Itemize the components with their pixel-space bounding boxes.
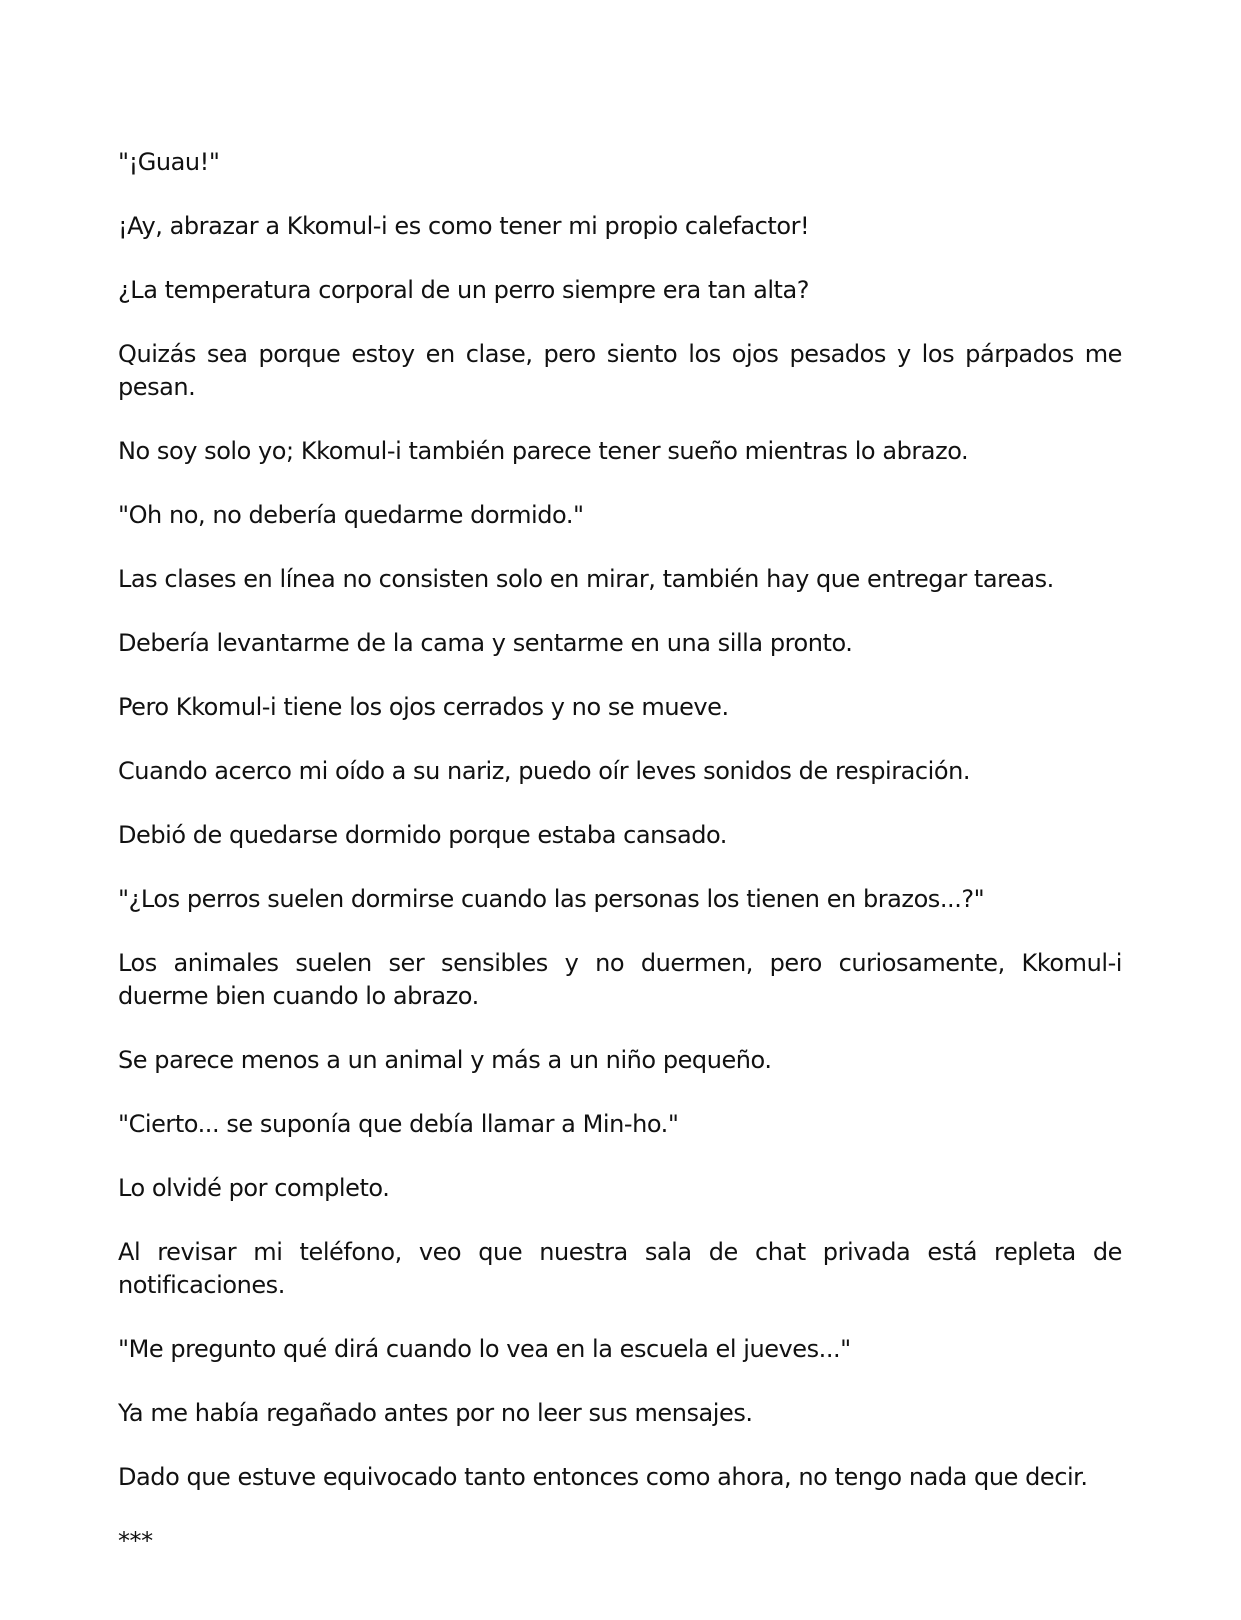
- dialogue-paragraph: "Me pregunto qué dirá cuando lo vea en la escuela el jueves...": [118, 1335, 851, 1363]
- text-paragraph: Las clases en línea no consisten solo en mirar, también hay que entregar tareas.: [118, 565, 1054, 593]
- text-paragraph: Lo olvidé por completo.: [118, 1174, 390, 1202]
- text-paragraph: Al revisar mi teléfono, veo que nuestra sala de chat privada está repleta de notificaciones.: [118, 1238, 1122, 1299]
- text-paragraph: Debió de quedarse dormido porque estaba cansado.: [118, 821, 727, 849]
- text-paragraph: ¡Ay, abrazar a Kkomul-i es como tener mi propio calefactor!: [118, 212, 810, 240]
- dialogue-paragraph: "Oh no, no debería quedarme dormido.": [118, 501, 584, 529]
- dialogue-paragraph: "¡Guau!": [118, 148, 220, 176]
- section-break: ***: [118, 1527, 153, 1555]
- text-paragraph: Debería levantarme de la cama y sentarme en una silla pronto.: [118, 629, 853, 657]
- dialogue-paragraph: "¿Los perros suelen dormirse cuando las personas los tienen en brazos...?": [118, 885, 985, 913]
- text-paragraph: Quizás sea porque estoy en clase, pero siento los ojos pesados y los párpados me pesan.: [118, 340, 1122, 401]
- text-paragraph: Cuando acerco mi oído a su nariz, puedo oír leves sonidos de respiración.: [118, 757, 971, 785]
- dialogue-paragraph: "Cierto... se suponía que debía llamar a Min-ho.": [118, 1110, 679, 1138]
- text-paragraph: Los animales suelen ser sensibles y no duermen, pero curiosamente, Kkomul-i duerme bien cuando lo abrazo.: [118, 949, 1122, 1010]
- text-paragraph: No soy solo yo; Kkomul-i también parece tener sueño mientras lo abrazo.: [118, 437, 969, 465]
- text-paragraph: Dado que estuve equivocado tanto entonces como ahora, no tengo nada que decir.: [118, 1463, 1088, 1491]
- text-paragraph: Se parece menos a un animal y más a un niño pequeño.: [118, 1046, 772, 1074]
- text-paragraph: Ya me había regañado antes por no leer sus mensajes.: [118, 1399, 753, 1427]
- text-paragraph: ¿La temperatura corporal de un perro siempre era tan alta?: [118, 276, 810, 304]
- text-paragraph: Pero Kkomul-i tiene los ojos cerrados y no se mueve.: [118, 693, 729, 721]
- document-page: [118, 146, 1122, 1558]
